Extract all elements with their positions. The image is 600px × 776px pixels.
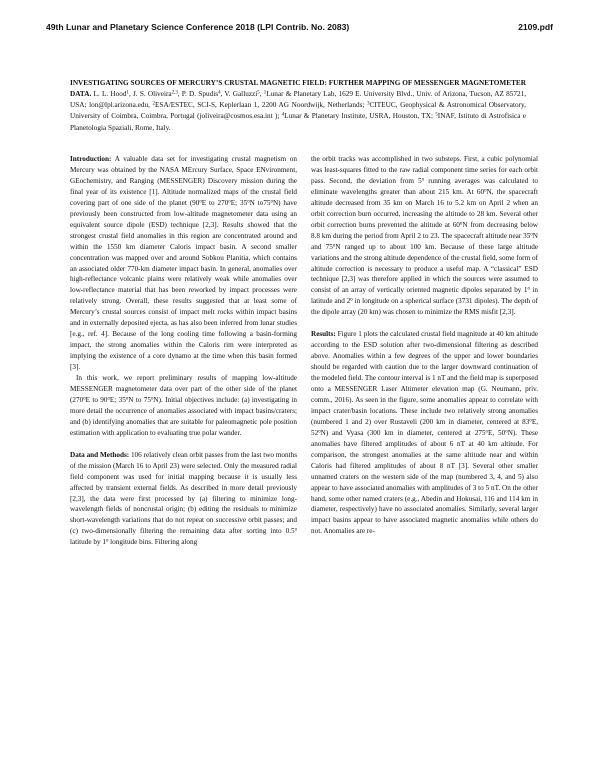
methods-continuation: the orbit tracks was accomplished in two substeps. First, a cubic polynomial was least-squares fitted to the raw radial component time series for each orbit pass. Second, the deviation from 5$^o$ running averages was calculated to eliminate wavelengths greater than about 215 km. At 60$^o$N, the spacecraft altitude decreased from 35 km on March 16 to 5.2 km on April 2 when an orbit correction burn occurred, increasing the altitude to 28 km. Several other orbit correction burns prevented the altitude at 60$^o$N from decreasing below 8.8 km during the period from April 2 to 23. The spacecraft altitude near 35$^o$N and 75$^o$N ranged up to about 100 km. Because of these large altitude variations and the strong altitude dependence of the crustal field, some form of altitude correction is necessary to produce a useful map. A “classical” ESD technique [2,3] was therefore applied in which the sources were assumed to consist of an array of vertically oriented magnetic dipoles separated by 1$^o$ in latitude and 2$^o$ in longitude on a spherical surface (3731 dipoles). The depth of the dipole array (20 km) was chosen to minimize the RMS misfit [2,3]. xyxy=(311,155,539,317)
results-heading: Results: xyxy=(311,330,336,339)
results-paragraph xyxy=(311,329,538,537)
results-text: Figure 1 plots the calculated crustal field magnitude at 40 km altitude according to the ESD solution after two-dimensional filtering as described above. Anomalies within a few degrees of the upper and lower boundaries should be regarded with caution due to the larger downward continuation of the modeled field. The contour interval is 1 nT and the field map is superposed onto a MESSENGER Laser Altimeter elevation map (G. Neumann, priv. comm., 2016). As seen in the figure, some anomalies appear to correlate with impact crater/basin locations. These include two relatively strong anomalies (numbered 1 and 2) over Rustaveli (200 km in diameter, centered at 83$^o$E, 52$^o$N) and Vyasa (300 km in diameter, centered at 275$^o$E, 50$^o$N). These anomalies have filtered amplitudes of about 6 nT at 40 km altitude. For comparison, the strongest anomalies at the same altitude near and within Caloris had filtered amplitudes of about 8 nT [3]. Several other smaller unnamed craters on the western side of the map (numbered 3, 4, and 5) also appear to have associated anomalies with amplitudes of 3 to 5 nT. On the other hand, some other named craters (e.g., Abedin and Hokusai, 116 and 114 km in diameter, respectively) have no associated anomalies. Similarly, several larger impact basins appear to have associated magnetic anomalies while others do not. Anomalies are re- xyxy=(311,330,538,536)
introduction-text: A valuable data set for investigating crustal magnetism on Mercury was obtained by the NASA MErcury Surface, Space ENvironment, GEochemistry, and Ranging (MESSENGER) Discovery mission during the final year of its existence [1]. Altitude normalized maps of the crustal field covering part of one side of the planet (90$^o$E to 270$^o$E; 35$^o$N to75$^o$N) have previously been constructed from low-altitude magnetometer data using an equivalent source dipole (ESD) technique [2,3]. Results showed that the strongest crustal field anomalies in this region are concentrated around and within the 1550 km diameter Caloris impact basin. A second smaller concentration was mapped over and around Sobkou Planitia, which contains an associated older 770-km diameter impact basin. In general, anomalies over high-reflectance volcanic plains were relatively weak while anomalies over low-reflectance material that has been reworked by impact processes were relatively strong. Overall, these results suggested that at least some of Mercury’s crustal sources consist of impact melt rocks within impact basins and in externally deposited ejecta, as has also been inferred from lunar studies [e.g., ref. 4]. Because of the long cooling time following a basin-forming impact, the strong anomalies within the Caloris rim were interpreted as implying the existence of a core dynamo at the time when this basin formed [3]. xyxy=(70,155,297,372)
conference-header: 49th Lunar and Planetary Science Conference 2018 (LPI Contrib. No. 2083) xyxy=(46,22,350,32)
methods-paragraph xyxy=(70,450,297,549)
introduction-paragraph-2: In this work, we report preliminary results of mapping low-altitude MESSENGER magnetometer data over part of the other side of the planet (270$^o$E to 90$^o$E; 35$^o$N to 75$^o$N). Initial objectives include: (a) investigating in more detail the occurrence of anomalies associated with impact basins/craters; and (b) identifying anomalies that are suitable for paleomagnetic pole position estimation with application to evaluating true polar wander. xyxy=(70,374,297,437)
author-line: L. L. Hood$^1$, J. S. Oliveira$^{2,3}$, P. D. Spudis$^4$, V. Galluzzi$^5$, $^1$Lunar & Planetary Lab, 1629 E. University Blvd., Univ. of Arizona, Tucson, AZ 85721, USA; lon@lpl.arizona.edu, $^2$ESA/ESTEC, SCI-S, Keplerlaan 1, 2200 AG Noordwijk, Netherlands; $^3$CITEUC, Geophysical & Astronomical Observatory, University of Coimbra, Coimbra, Portugal (joliveira@cosmos.esa.int ); $^4$Lunar & Planetary Institute, USRA, Houston, TX; $^5$INAF, Istituto di Astrofisica e Planetologia Spaziali, Rome, Italy. xyxy=(70,90,527,132)
paper-title: INVESTIGATING SOURCES OF MERCURY’S CRUSTAL MAGNETIC FIELD: FURTHER MAPPING OF MESSENGER MAGNETOMETER DATA. xyxy=(70,79,526,99)
methods-text-left: 106 relatively clean orbit passes from the last two months of the mission (March 16 to April 23) were selected. Only the measured radial field component was used for initial mapping because it is usually less affected by transient external fields. As described in more detail previously [2,3], the data were first processed by (a) filtering to minimize long-wavelength fields of noncrustal origin; (b) editing the residuals to minimize short-wavelength variations that do not repeat on successive orbit passes; and (c) two-dimensionally filtering the remaining data after sorting into 0.5$^o$ latitude by 1$^o$ longitude bins. Filtering along xyxy=(70,450,297,547)
introduction-heading: Introduction: xyxy=(70,155,112,163)
title-author-block xyxy=(70,78,526,134)
introduction-paragraph xyxy=(70,154,297,373)
right-column xyxy=(311,154,538,537)
left-column xyxy=(70,154,297,548)
methods-heading: Data and Methods: xyxy=(70,450,130,459)
abstract-id: 2109.pdf xyxy=(518,22,553,32)
